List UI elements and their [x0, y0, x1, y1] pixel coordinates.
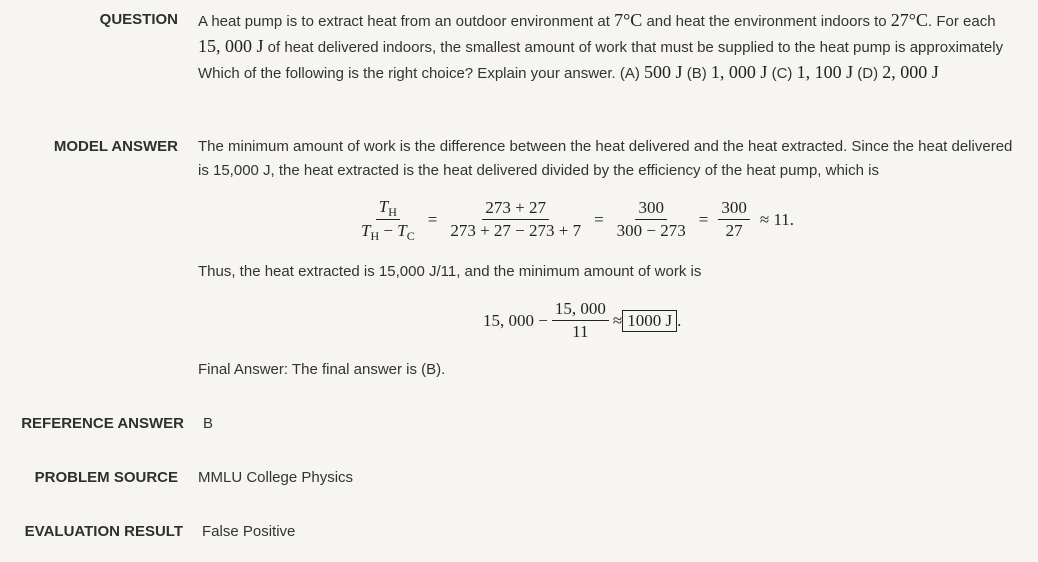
question-part-2: and heat the environment indoors to: [642, 13, 891, 30]
model-answer-paragraph-2: Thus, the heat extracted is 15,000 J/11, and the minimum amount of work is: [198, 263, 702, 280]
fraction-th-over-diff: $\frac{T_H}{T_H - T_C}$: [361, 197, 415, 243]
heat-delivered: 15, 000 J: [198, 36, 264, 56]
fraction-temperatures: $\frac{273 + 27}{273 + 27 - 273 + 7}$: [450, 198, 582, 240]
question-label: QUESTION: [99, 11, 178, 28]
reference-answer-value: B: [203, 415, 214, 432]
boxed-result: 1000 J: [622, 310, 677, 332]
problem-source-label: PROBLEM SOURCE: [34, 469, 178, 486]
evaluation-result-value: False Positive: [202, 523, 296, 540]
problem-source-value: MMLU College Physics: [198, 469, 354, 486]
choice-b-value: 1, 000 J: [710, 62, 768, 82]
choice-a-value: 500 J: [644, 62, 683, 82]
evaluation-result-label: EVALUATION RESULT: [24, 523, 183, 540]
question-part-7: (D): [853, 65, 883, 82]
question-part-1: A heat pump is to extract heat from an outdoor environment at: [198, 13, 615, 30]
fraction-15000-over-11: $\frac{15, 000}{11}$: [552, 298, 609, 343]
choice-d-value: 2, 000 J: [882, 62, 939, 82]
question-part-3: . For each: [928, 13, 996, 30]
question-part-6: (C): [767, 65, 797, 82]
fraction-300-over-diff: $\frac{300}{300 - 273}$: [616, 198, 686, 240]
model-answer-paragraph-1: The minimum amount of work is the difference between the heat delivered and the heat extracted. Since the heat delivered is 15,000 J, the heat extracted is the heat delivered divided by the efficiency of the heat pump, which is: [198, 138, 1013, 179]
outdoor-temperature: 7°C: [614, 10, 643, 30]
fraction-300-over-27: $\frac{300}{27}$: [718, 197, 750, 242]
reference-answer-label: REFERENCE ANSWER: [21, 415, 184, 432]
efficiency-equation: [354, 196, 800, 243]
question-part-5: (B): [682, 65, 711, 82]
model-answer-label: MODEL ANSWER: [53, 138, 178, 155]
equals-sign: =: [594, 209, 604, 229]
question-text: [198, 8, 1013, 86]
approx-result: ≈ 11.: [759, 209, 795, 229]
work-lhs: 15, 000 −: [483, 310, 548, 330]
choice-c-value: 1, 100 J: [796, 62, 854, 82]
work-equation: [483, 298, 681, 343]
indoor-temperature: 27°C: [890, 10, 929, 30]
equals-sign: =: [427, 209, 438, 229]
question-part-4: of heat delivered indoors, the smallest amount of work that must be supplied to the heat pump is approximately Which of the following is the right choice? Explain your answer. (A): [198, 39, 1004, 82]
period: .: [677, 310, 682, 330]
final-answer: Final Answer: The final answer is (B).: [198, 361, 446, 378]
equals-sign: =: [698, 209, 709, 229]
approx-sign: ≈: [612, 310, 623, 330]
